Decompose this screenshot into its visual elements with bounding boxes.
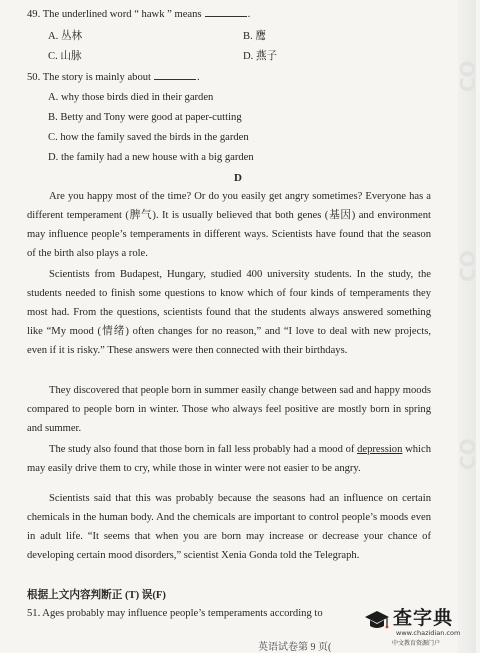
passage-paragraph-1: [27, 187, 431, 263]
paragraph-text: which may easily drive them to cry, while those in winter were not easier to be angry.: [27, 444, 431, 475]
paragraph-text: The study also found that those born in fall less probably had a mood of: [49, 444, 358, 455]
paragraph-text: Scientists from Budapest, Hungary, studied 400 university students. In the study, the students needed to finish some questions to know which of four kinds of temperaments they most had. From the questions, scientists found that the students always answered something like “My mood (情绪) often changes for no reason,” and “I love to deal with new projects, even if it is risky.” These answers were then connected with their birthdays.: [27, 269, 431, 357]
true-false-heading: 根据上文内容判断正 (T) 误(F): [27, 590, 166, 601]
passage-paragraph-2: [27, 265, 431, 360]
logo-url: www.chazidian.com: [396, 629, 461, 637]
option-49-c: C. 山脉: [48, 51, 82, 62]
option-49-d: D. 燕子: [243, 51, 278, 62]
chazidian-logo: [356, 601, 474, 651]
watermark: CO: [456, 438, 480, 470]
option-50-c: C. how the family saved the birds in the garden: [48, 132, 249, 143]
paragraph-text: They discovered that people born in summer easily change between sad and happy moods compared to people born in winter. Those who always feel positive are mostly born in spring and summer.: [27, 385, 431, 435]
option-50-a: A. why those birds died in their garden: [48, 92, 214, 103]
option-49-b: B. 鹰: [243, 31, 266, 42]
section-title: D: [234, 172, 242, 184]
question-51: 51. Ages probably may influence people’s temperaments according to: [27, 608, 323, 619]
passage-paragraph-3: [27, 381, 431, 438]
answer-blank: [154, 70, 196, 80]
paragraph-text: Scientists said that this was probably because the seasons had an influence on certain chemicals in the human body. And the chemicals are important to control people’s moods even in adult life. “It seems that when you are born may increase or decrease your chance of developing certain mood disorders,” scientist Xenia Gonda told the Telegraph.: [27, 493, 431, 562]
option-50-d: D. the family had a new house with a big garden: [48, 152, 254, 163]
paragraph-text: Are you happy most of the time? Or do you easily get angry sometimes? Everyone has a different temperament (脾气). It is usually believed that both genes (基因) and environment may influence people’s temperaments in different ways. Scientists have found that the season of the birth also plays a role.: [27, 191, 431, 260]
question-49-end: .: [247, 9, 251, 20]
answer-blank: [205, 7, 247, 17]
logo-subtitle: 中文教育资源门户: [392, 640, 441, 647]
page-footer: 英语试卷第 9 页(: [258, 642, 332, 653]
question-50-stem: 50. The story is mainly about: [27, 72, 151, 83]
question-49: [27, 7, 250, 22]
option-50-b: B. Betty and Tony were good at paper-cutting: [48, 112, 242, 123]
option-49-a: A. 丛林: [48, 31, 83, 42]
question-50-end: .: [196, 72, 200, 83]
question-49-stem: 49. The underlined word “ hawk ” means: [27, 9, 202, 20]
watermark: CO: [456, 250, 480, 282]
watermark: CO: [456, 60, 480, 92]
page-edge-shadow: [458, 0, 476, 653]
logo-name: 查字典: [393, 607, 454, 629]
passage-paragraph-4: [27, 440, 431, 478]
graduation-cap-icon: [364, 607, 390, 633]
underlined-word: depression: [357, 444, 403, 455]
question-50: [27, 70, 200, 85]
passage-paragraph-5: [27, 489, 431, 565]
